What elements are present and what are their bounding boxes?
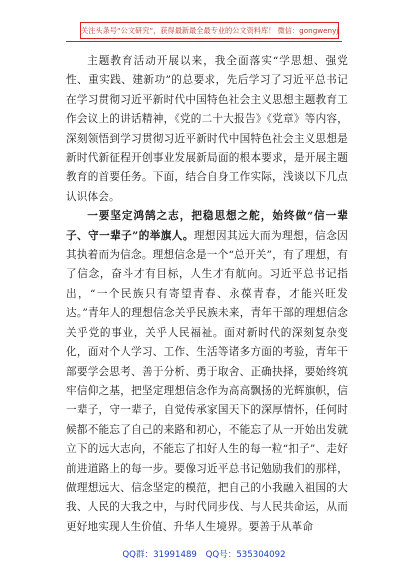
paragraph-text: 理想因其远大而为理想，信念因其执着而为信念。理想信念是一个“总开关”，有了理想，有了信念，奋斗才有目标，人生才有航向。习近平总书记指出，“一个民族只有寄望青春、永葆青春，才能兴旺发达。”青年人的理想信念关乎民族未来，青年干部的理想信念关乎党的事业，关乎人民福祉。面对新时代的深刻复杂变化，面对个人学习、工作、生活等诸多方面的考验，青年干部要学会思考、善于分析、勇于取舍、正确抉择，要始终筑牢信仰之基，把坚定理想信念作为高高飘扬的光辉旗帜，信一辈子，守一辈子，自觉传承家国天下的深厚情怀，任何时候都不能忘了自己的来路和初心，不能忘了从一开始出发就立下的远大志向，不能忘了扣好人生的每一粒“扣子”、走好前进道路上的每一步。要像习近平总书记勉励我们的那样，做理想远大、信念坚定的模范，把自己的小我融入祖国的大我、人民的大我之中，与时代同步伐、与人民共命运，从而更好地实现人生价值、升华人生境界。要善于从革命 bbox=[66, 229, 348, 533]
footer-qq-number: QQ号：535304092 bbox=[205, 550, 286, 560]
paragraph-text: 主题教育活动开展以来，我全面落实“学思想、强党性、重实践、建新功”的总要求，先后学习了习近平总书记在学习贯彻习近平新时代中国特色社会主义思想主题教育工作会议上的讲话精神，《党的二十大报告》《党章》等内容，深刻领悟到学习贯彻习近平新时代中国特色社会主义思想是新时代新征程开创事业发展新局面的根本要求，是开展主题教育的首要任务。下面，结合自身工作实际，浅谈以下几点认识体会。 bbox=[66, 55, 348, 203]
header-divider bbox=[66, 41, 342, 42]
footer bbox=[0, 548, 408, 560]
section-heading: 一要坚定鸿鹄之志，把稳思想之舵，始终做“信一辈子、守一辈子”的举旗人。 bbox=[66, 210, 348, 242]
footer-qq-group: QQ群：31991489 bbox=[122, 550, 197, 560]
document-body bbox=[66, 52, 348, 537]
header-banner: 关注头条号“公文研究”，获得最新最全最专业的公文资料库！ 微信：gongwenyj bbox=[80, 22, 339, 39]
paragraph-intro bbox=[66, 52, 348, 207]
paragraph-section-1 bbox=[66, 207, 348, 537]
